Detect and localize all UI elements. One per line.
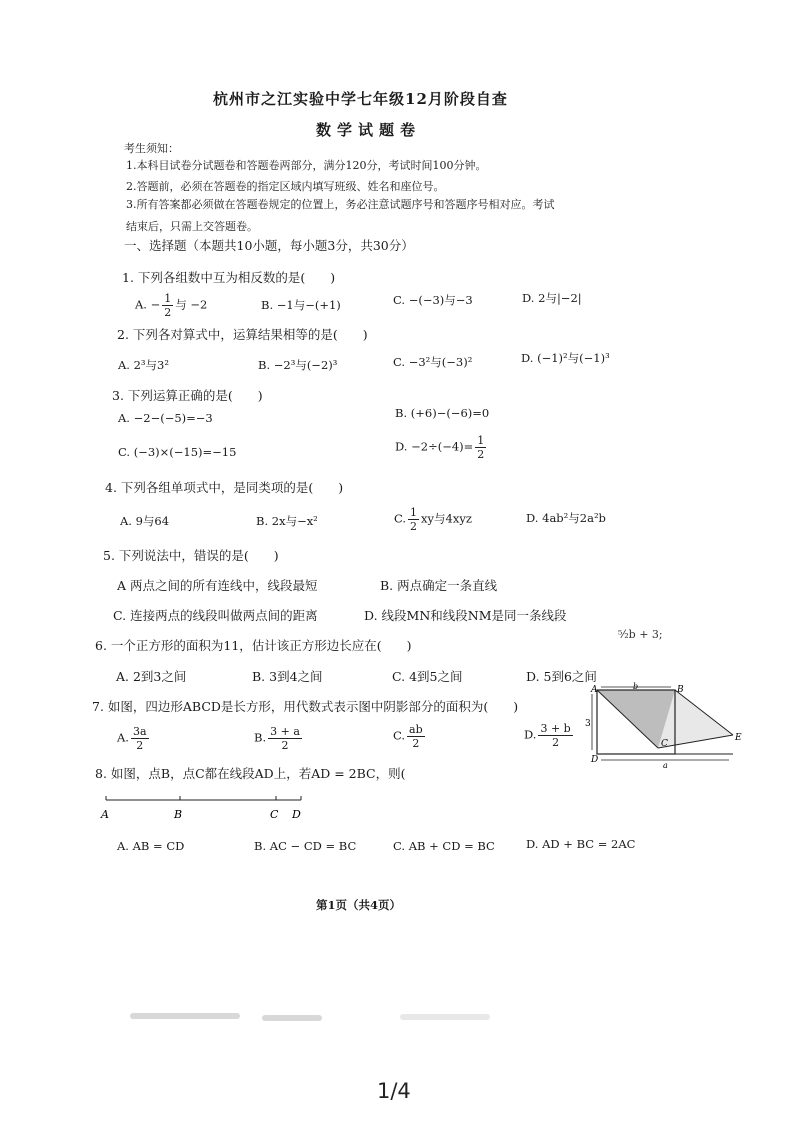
q7-option-c: C. $\frac{ab}{2}$	[393, 723, 423, 750]
q6-option-b: B. 3到4之间	[252, 669, 323, 684]
label-A: A	[591, 685, 598, 695]
label-3: 3	[585, 719, 591, 729]
section-heading: 一、选择题（本题共10小题，每小题3分，共30分）	[124, 238, 414, 253]
q6-stem: 6. 一个正方形的面积为11，估计该正方形边长应在( )	[95, 638, 412, 653]
notice-item-3: 3.所有答案都必须做在答题卷规定的位置上，务必注意试题序号和答题序号相对应。考试	[126, 198, 555, 211]
q8-stem: 8. 如图，点B，点C都在线段AD上，若AD = 2BC，则(	[95, 766, 406, 781]
q7-option-a: A. $\frac{3a}{2}$	[117, 725, 147, 752]
q1-stem: 1. 下列各组数中互为相反数的是( )	[122, 270, 336, 285]
handwritten-scribble: ⁵⁄₂b + 3;	[618, 628, 663, 641]
q3-option-a: A. −2−(−5)=−3	[118, 411, 213, 425]
q5-option-d: D. 线段MN和线段NM是同一条线段	[364, 608, 567, 623]
scan-smudge	[262, 1015, 322, 1021]
q6-option-d: D. 5到6之间	[526, 669, 597, 684]
label-b: b	[633, 682, 639, 691]
q4-option-c: C. $\frac{1}{2}$ xy与4xyz	[394, 506, 472, 533]
page-info: 第1页（共4页）	[316, 898, 402, 912]
q7-stem: 7. 如图，四边形ABCD是长方形，用代数式表示图中阴影部分的面积为( )	[92, 699, 519, 714]
point-A: A	[101, 808, 109, 821]
q2-option-b: B. −2³与(−2)³	[258, 358, 338, 372]
label-D: D	[591, 755, 599, 765]
page-number: 1/4	[377, 1079, 411, 1103]
q5-stem: 5. 下列说法中，错误的是( )	[103, 548, 279, 563]
q6-option-c: C. 4到5之间	[392, 669, 463, 684]
label-a: a	[663, 761, 668, 770]
q7-option-d: D. $\frac{3 + b}{2}$	[524, 722, 571, 749]
notice-item-1: 1.本科目试卷分试题卷和答题卷两部分，满分120分，考试时间100分钟。	[126, 159, 487, 172]
exam-subtitle: 数学试题卷	[316, 121, 422, 139]
q1-option-d: D. 2与|−2|	[522, 291, 582, 305]
q8-line-figure	[98, 792, 313, 822]
q1-option-b: B. −1与−(+1)	[261, 298, 341, 312]
q3-option-c: C. (−3)×(−15)=−15	[118, 445, 237, 459]
q4-option-b: B. 2x与−x²	[256, 514, 318, 528]
notice-item-4: 结束后，只需上交答题卷。	[126, 220, 258, 233]
q8-option-d: D. AD + BC = 2AC	[526, 837, 636, 851]
label-C: C	[661, 739, 668, 749]
point-B: B	[174, 808, 183, 821]
q5-option-c: C. 连接两点的线段叫做两点间的距离	[113, 608, 318, 623]
q3-stem: 3. 下列运算正确的是( )	[112, 388, 263, 403]
q5-option-a: A 两点之间的所有连线中，线段最短	[117, 578, 318, 593]
notice-heading: 考生须知：	[124, 142, 179, 155]
q7-figure	[585, 680, 745, 770]
q5-option-b: B. 两点确定一条直线	[380, 578, 498, 593]
q8-option-b: B. AC − CD = BC	[254, 839, 357, 853]
label-E: E	[735, 733, 742, 743]
scan-smudge	[130, 1013, 240, 1019]
q2-option-d: D. (−1)²与(−1)³	[521, 351, 610, 365]
q6-option-a: A. 2到3之间	[116, 669, 187, 684]
q4-stem: 4. 下列各组单项式中，是同类项的是( )	[105, 480, 344, 495]
q2-option-a: A. 2³与3²	[118, 358, 169, 372]
q3-d-fraction: $\frac{1}{2}$	[477, 434, 485, 461]
q1-option-c: C. −(−3)与−3	[393, 293, 473, 307]
point-C: C	[270, 808, 279, 821]
q1-option-a: A. − $\frac{1}{2}$ 与 −2	[135, 292, 208, 319]
q8-option-c: C. AB + CD = BC	[393, 839, 495, 853]
q2-stem: 2. 下列各对算式中，运算结果相等的是( )	[117, 327, 368, 342]
point-D: D	[292, 808, 301, 821]
exam-title: 杭州市之江实验中学七年级12月阶段自查	[213, 90, 508, 108]
q2-option-c: C. −3²与(−3)²	[393, 355, 473, 369]
q7-option-b: B. $\frac{3 + a}{2}$	[254, 725, 300, 752]
q4-option-d: D. 4ab²与2a²b	[526, 511, 606, 525]
q8-option-a: A. AB = CD	[117, 839, 185, 853]
q1-a-fraction: $\frac{1}{2}$	[164, 292, 172, 319]
q4-c-fraction: $\frac{1}{2}$	[410, 506, 418, 533]
notice-item-2: 2.答题前，必须在答题卷的指定区域内填写班级、姓名和座位号。	[126, 180, 445, 193]
q3-option-b: B. (+6)−(−6)=0	[395, 406, 490, 420]
scan-smudge	[400, 1014, 490, 1020]
label-B: B	[677, 685, 684, 695]
q3-option-d: D. −2÷(−4)= $\frac{1}{2}$	[395, 434, 485, 461]
q4-option-a: A. 9与64	[120, 514, 170, 528]
